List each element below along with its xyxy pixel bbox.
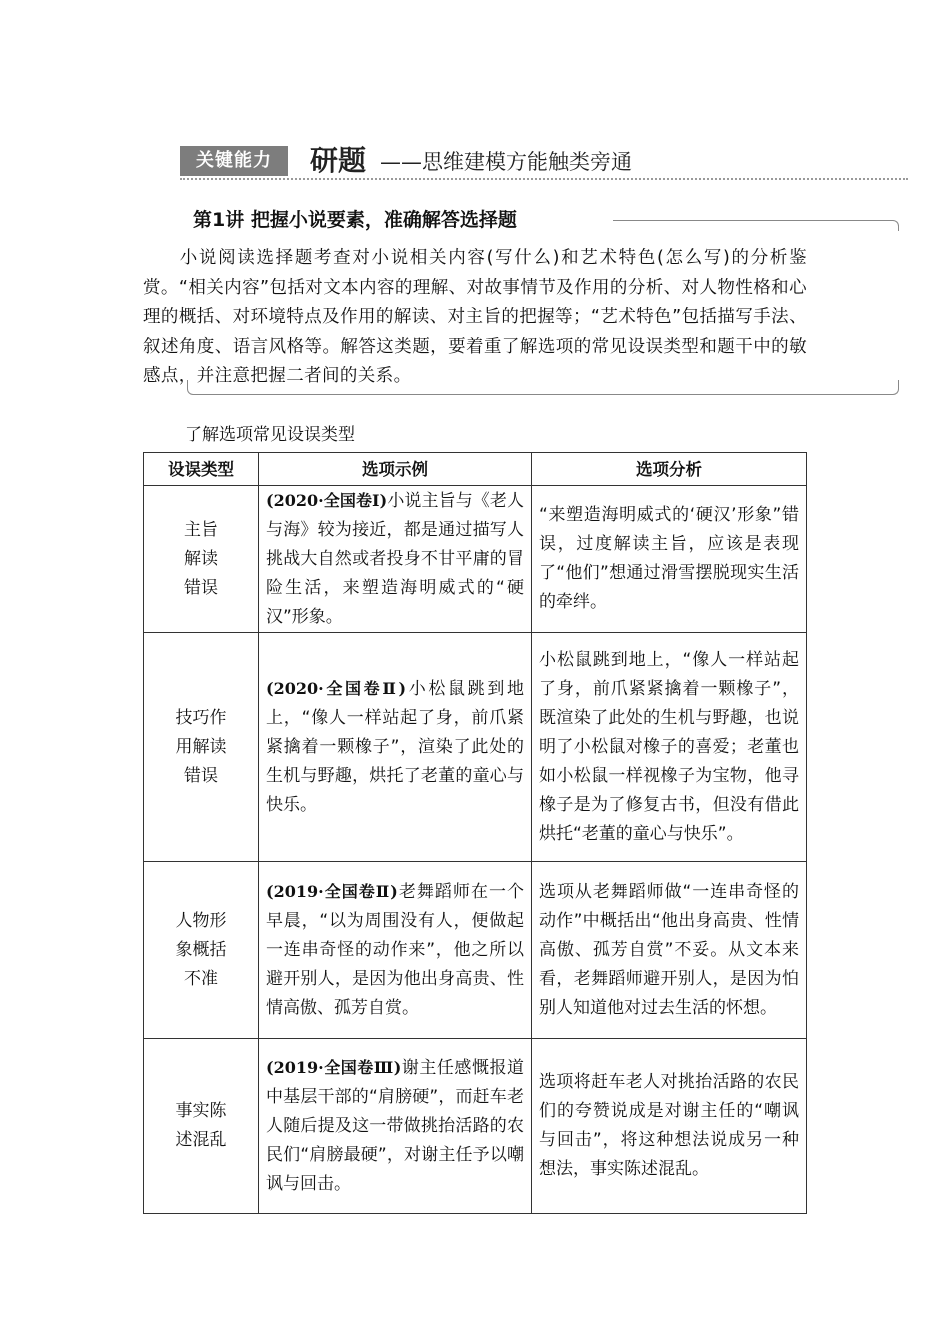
error-type-label: 人物形 象概括 不准: [175, 910, 227, 989]
analysis-cell: 选项从老舞蹈师做“一连串奇怪的动作”中概括出“他出身高贵、性情高傲、孤芳自赏”不妥。从文本来看，老舞蹈师避开别人，是因为怕别人知道他对过去生活的怀想。: [532, 862, 807, 1039]
error-type-label: 技巧作 用解读 错误: [175, 707, 227, 786]
lesson-intro-paragraph: 小说阅读选择题考查对小说相关内容(写什么)和艺术特色(怎么写)的分析鉴赏。“相关内容”包括对文本内容的理解、对故事情节及作用的分析、对人物性格和心理的概括、对环境特点及作用的解读、对主旨的把握等；“艺术特色”包括描写手法、叙述角度、语言风格等。解答这类题，要着重了解选项的常见设误类型和题干中的敏感点，并注意把握二者间的关系。: [143, 248, 807, 386]
error-type-label: 主旨 解读 错误: [184, 519, 218, 598]
header-analysis: 选项分析: [532, 453, 807, 486]
example-source: (2019·全国卷Ⅱ): [266, 882, 398, 901]
lesson-title: 第1讲 把握小说要素，准确解答选择题: [193, 206, 523, 234]
example-source: (2020·全国卷Ⅱ): [266, 679, 407, 698]
error-type-cell: [144, 486, 259, 633]
frame-top-rule: [613, 220, 899, 231]
analysis-cell: “来塑造海明威式的‘硬汉’形象”错误，过度解读主旨，应该是表现了“他们”想通过滑雪摆脱现实生活的牵绊。: [532, 486, 807, 633]
table-header-row: [144, 453, 807, 486]
example-cell: [259, 862, 532, 1039]
example-text: 小松鼠跳到地上，“像人一样站起了身，前爪紧紧擒着一颗橡子”，渲染了此处的生机与野趣，烘托了老董的童心与快乐。: [266, 679, 524, 815]
example-cell: [259, 633, 532, 862]
example-text: 小说主旨与《老人与海》较为接近，都是通过描写人挑战大自然或者投身不甘平庸的冒险生活，来塑造海明威式的“硬汉”形象。: [266, 491, 524, 627]
example-text: 老舞蹈师在一个早晨，“以为周围没有人，便做起一连串奇怪的动作来”，他之所以避开别人，是因为他出身高贵、性情高傲、孤芳自赏。: [266, 882, 524, 1018]
table-row: [144, 862, 807, 1039]
error-type-cell: [144, 633, 259, 862]
table-row: [144, 1039, 807, 1214]
example-text: 谢主任感慨报道中基层干部的“肩膀硬”，而赶车老人随后提及这一带做挑抬活路的农民们“肩膀最硬”，对谢主任予以嘲讽与回击。: [266, 1058, 524, 1194]
analysis-cell: 选项将赶车老人对挑抬活路的农民们的夸赞说成是对谢主任的“嘲讽与回击”，将这种想法说成另一种想法，事实陈述混乱。: [532, 1039, 807, 1214]
example-cell: [259, 486, 532, 633]
header-divider: [180, 178, 908, 180]
error-types-table: [143, 452, 807, 1214]
example-source: (2019·全国卷Ⅲ): [266, 1058, 402, 1077]
table-caption: 了解选项常见设误类型: [185, 425, 355, 445]
section-subtitle: ——思维建模方能触类旁通: [380, 150, 632, 174]
table-row: [144, 486, 807, 633]
error-type-cell: [144, 1039, 259, 1214]
example-cell: [259, 1039, 532, 1214]
error-type-label: 事实陈 述混乱: [175, 1101, 227, 1150]
section-header: [180, 143, 908, 181]
section-badge: 关键能力: [180, 146, 288, 176]
example-source: (2020·全国卷Ⅰ): [266, 491, 388, 510]
header-type: 设误类型: [144, 453, 259, 486]
analysis-cell: 小松鼠跳到地上，“像人一样站起了身，前爪紧紧擒着一颗橡子”，既渲染了此处的生机与野趣，也说明了小松鼠对橡子的喜爱；老董也如小松鼠一样视橡子为宝物，他寻橡子是为了修复古书，但没有借此烘托“老董的童心与快乐”。: [532, 633, 807, 862]
error-type-cell: [144, 862, 259, 1039]
section-title: 研题: [310, 144, 367, 177]
table-row: [144, 633, 807, 862]
header-example: 选项示例: [259, 453, 532, 486]
